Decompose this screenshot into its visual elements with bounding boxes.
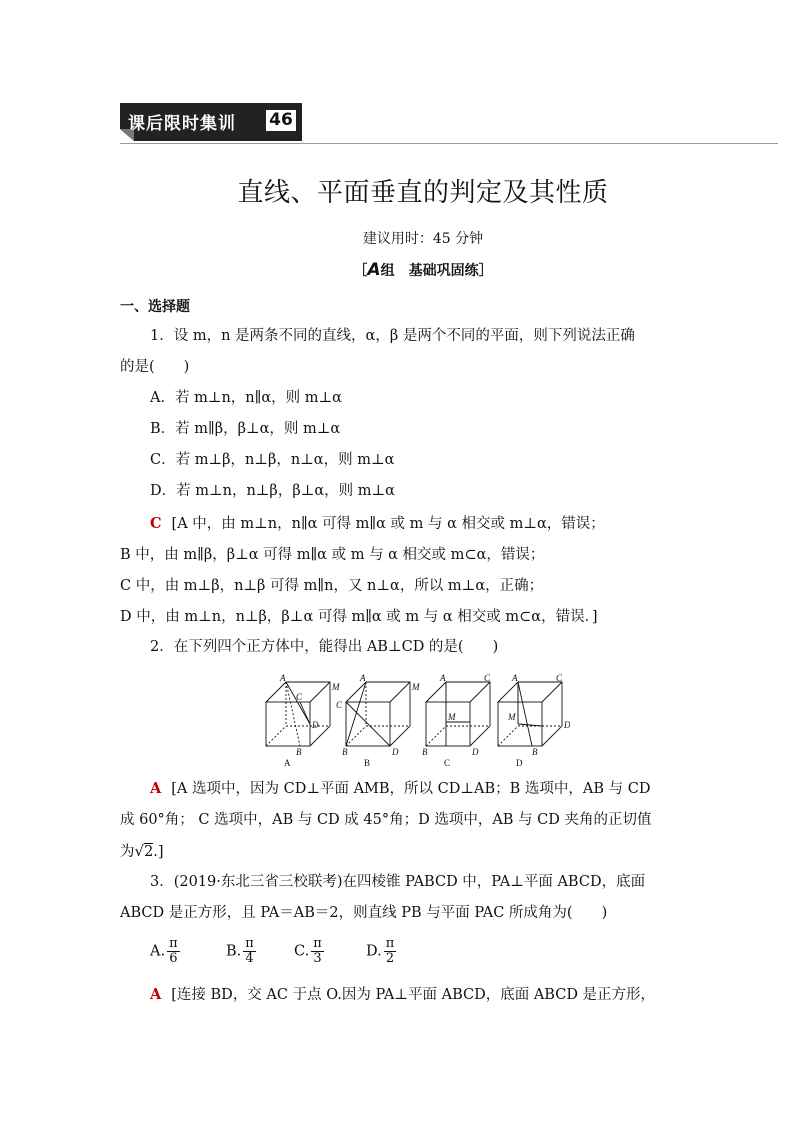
- q3-stem-line1: 3．(2019·东北三省三校联考)在四棱锥 PABCD 中，PA⊥平面 ABCD，底面: [150, 874, 646, 890]
- suggested-time: 建议用时：45 分钟: [362, 231, 484, 247]
- q1-option-c: C．若 m⊥β，n⊥β，n⊥α，则 m⊥α: [150, 452, 395, 468]
- cube-figure-d: [498, 674, 570, 757]
- caption-b: B: [364, 758, 371, 768]
- svg-text:C: C: [484, 674, 491, 683]
- svg-text:D: D: [392, 747, 399, 757]
- q1-stem-line1: 1．设 m，n 是两条不同的直线，α，β 是两个不同的平面，则下列说法正确: [150, 328, 635, 344]
- svg-text:M: M: [448, 712, 456, 722]
- q1-solution-line3: C 中，由 m⊥β，n⊥β 可得 m∥n，又 n⊥α，所以 m⊥α，正确；: [120, 578, 544, 594]
- q1-solution-line4: D 中，由 m⊥n，n⊥β，β⊥α 可得 m∥α 或 m 与 α 相交或 m⊂α，错误．]: [120, 609, 598, 625]
- q1-solution-line2: B 中，由 m∥β，β⊥α 可得 m∥α 或 m 与 α 相交或 m⊂α，错误；: [120, 547, 545, 563]
- q2-solution-text1: [A 选项中，因为 CD⊥平面 AMB，所以 CD⊥AB；B 选项中，AB 与 CD: [171, 781, 651, 797]
- cube-figure-c: [422, 674, 491, 757]
- q1-solution-text1: [A 中，由 m⊥n，n∥α 可得 m∥α 或 m 与 α 相交或 m⊥α，错误；: [171, 516, 605, 532]
- q2-solution-line2: 成 60°角； C 选项中，AB 与 CD 成 45°角；D 选项中，AB 与 CD 夹角的正切值: [120, 812, 652, 828]
- q1-solution-line1: [150, 514, 605, 534]
- caption-c: C: [444, 758, 451, 768]
- q3-stem-line2: ABCD 是正方形，且 PA＝AB＝2，则直线 PB 与平面 PAC 所成角为( ): [120, 905, 608, 921]
- q3-answer: A: [150, 986, 162, 1003]
- svg-text:M: M: [412, 682, 420, 692]
- cube-figures: [260, 674, 570, 770]
- group-bracket-open: ［: [353, 263, 368, 279]
- q3-option-a: A. $\frac{\pi}{6}$: [150, 936, 178, 966]
- header-rule: [120, 143, 778, 144]
- label-D: D: [312, 720, 319, 730]
- q3-option-b: B. $\frac{\pi}{4}$: [226, 936, 254, 966]
- svg-text:D: D: [472, 747, 479, 757]
- group-text: 组 基础巩固练: [380, 263, 479, 279]
- q1-stem-line2: 的是( ): [120, 359, 190, 375]
- caption-d: D: [516, 758, 523, 768]
- svg-text:B: B: [422, 747, 428, 757]
- q2-stem: 2．在下列四个正方体中，能得出 AB⊥CD 的是( ): [150, 639, 499, 655]
- svg-text:B: B: [532, 747, 538, 757]
- q1-option-b: B．若 m∥β，β⊥α，则 m⊥α: [150, 421, 341, 437]
- header-tag-label: 课后限时集训: [128, 114, 236, 134]
- group-bracket-close: ］: [478, 263, 493, 279]
- q2-answer: A: [150, 780, 162, 797]
- sqrt-radicand: 2: [144, 844, 154, 860]
- q1-answer: C: [150, 515, 162, 532]
- caption-a: A: [284, 758, 291, 768]
- q3-option-d: D. $\frac{\pi}{2}$: [366, 936, 395, 966]
- svg-text:A: A: [512, 674, 518, 683]
- section-heading: 一、选择题: [120, 299, 190, 315]
- group-heading: [0, 260, 794, 280]
- svg-text:A: A: [360, 674, 366, 683]
- label-C: C: [296, 692, 303, 702]
- label-M: M: [332, 682, 340, 692]
- svg-text:C: C: [556, 674, 563, 683]
- q1-option-d: D．若 m⊥n，n⊥β，β⊥α，则 m⊥α: [150, 483, 395, 499]
- label-A: A: [280, 674, 286, 683]
- cube-figure-a: [266, 674, 340, 757]
- q2-solution-line3: 为√2.]: [120, 842, 164, 860]
- q2-solution-line1: [150, 779, 650, 799]
- q1-option-a: A．若 m⊥n，n∥α，则 m⊥α: [150, 390, 342, 406]
- svg-text:C: C: [336, 700, 343, 710]
- sqrt-sign: √: [134, 842, 145, 860]
- svg-text:A: A: [440, 674, 446, 683]
- svg-text:M: M: [508, 712, 516, 722]
- page-title: 直线、平面垂直的判定及其性质: [237, 178, 609, 208]
- label-B: B: [296, 747, 302, 757]
- svg-text:B: B: [342, 747, 348, 757]
- q3-option-c: C. $\frac{\pi}{3}$: [294, 936, 322, 966]
- header-tag-number: 46: [266, 110, 296, 131]
- q3-solution-line1: [150, 985, 655, 1005]
- svg-text:D: D: [564, 720, 570, 730]
- cube-figure-b: [336, 674, 420, 757]
- group-letter: A: [367, 260, 381, 280]
- q3-solution-text1: [连接 BD，交 AC 于点 O.因为 PA⊥平面 ABCD，底面 ABCD 是正方形，: [171, 987, 656, 1003]
